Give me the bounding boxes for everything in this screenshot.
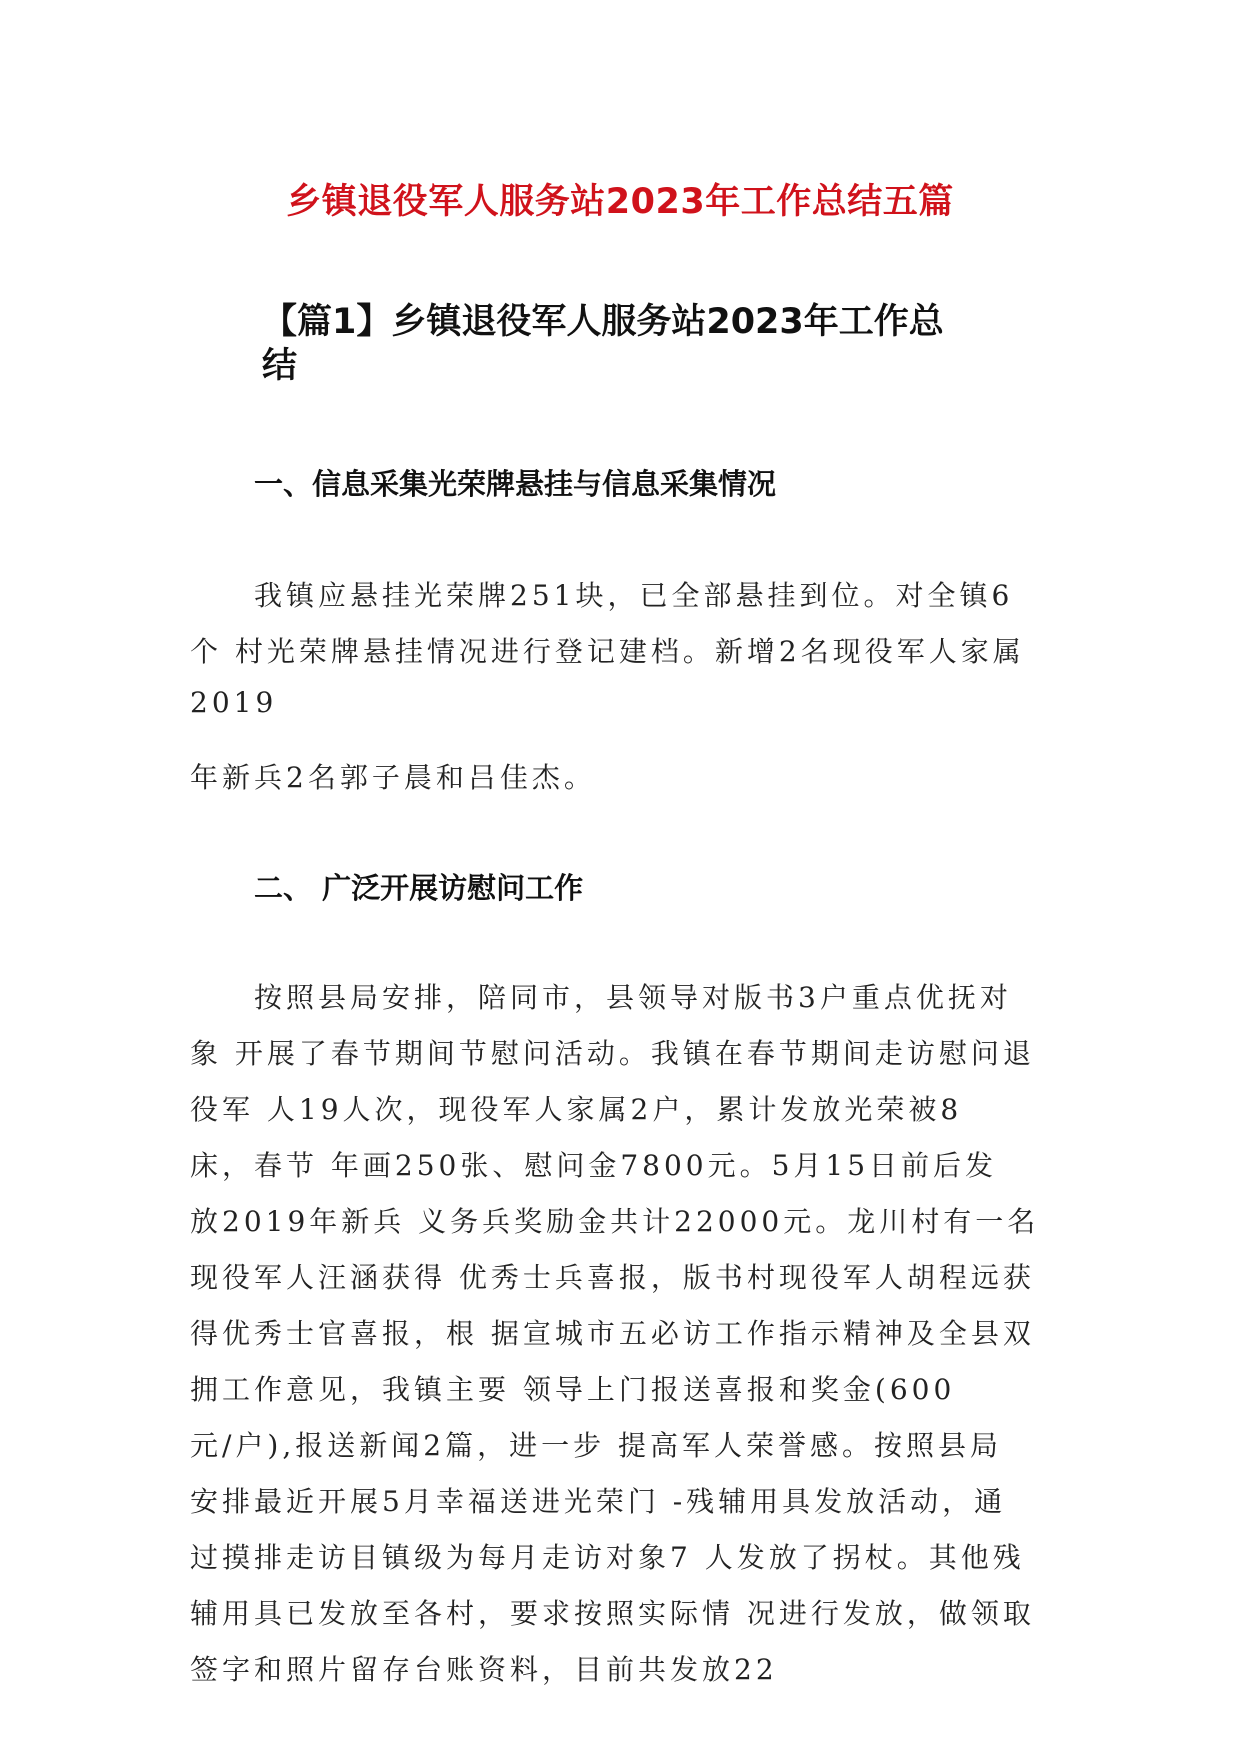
paragraph-line: 象 开展了春节期间节慰问活动。我镇在春节期间走访慰问退: [190, 1037, 1035, 1070]
paragraph-line: 个 村光荣牌悬挂情况进行登记建档。新增2名现役军人家属: [190, 635, 1025, 668]
paragraph-line: 安排最近开展5月幸福送进光荣门 -残辅用具发放活动，通: [190, 1485, 1007, 1518]
section-title-line-2: 结: [262, 346, 298, 386]
paragraph-line: 役军 人19人次，现役军人家属2户，累计发放光荣被8: [190, 1093, 963, 1126]
paragraph-line: 元/户),报送新闻2篇，进一步 提高军人荣誉感。按照县局: [190, 1429, 1002, 1462]
paragraph-line: 放2019年新兵 义务兵奖励金共计22000元。龙川村有一名: [190, 1205, 1040, 1238]
document-title: 乡镇退役军人服务站2023年工作总结五篇: [286, 182, 954, 222]
paragraph-line: 过摸排走访目镇级为每月走访对象7 人发放了拐杖。其他残: [190, 1541, 1025, 1574]
paragraph-line: 床，春节 年画250张、慰问金7800元。5月15日前后发: [190, 1149, 998, 1182]
paragraph-line: 年新兵2名郭子晨和吕佳杰。: [190, 761, 596, 794]
section-title-line-1: 【篇1】乡镇退役军人服务站2023年工作总: [262, 302, 944, 342]
section-title: [262, 300, 1042, 388]
paragraph-line: 现役军人汪涵获得 优秀士兵喜报，版书村现役军人胡程远获: [190, 1261, 1035, 1294]
heading-visit-work: 二、 广泛开展访慰问工作: [254, 871, 584, 905]
paragraph-line: 我镇应悬挂光荣牌251块，已全部悬挂到位。对全镇6: [254, 579, 1014, 612]
paragraph-line: 签字和照片留存台账资料，目前共发放22: [190, 1653, 778, 1686]
paragraph-line: 2019: [190, 686, 278, 719]
paragraph-line: 拥工作意见，我镇主要 领导上门报送喜报和奖金(600: [190, 1373, 956, 1406]
heading-info-collection: 一、信息采集光荣牌悬挂与信息采集情况: [254, 467, 777, 501]
paragraph-line: 按照县局安排，陪同市，县领导对版书3户重点优抚对: [254, 981, 1012, 1014]
paragraph-line: 辅用具已发放至各村，要求按照实际情 况进行发放，做领取: [190, 1597, 1035, 1630]
paragraph-line: 得优秀士官喜报，根 据宣城市五必访工作指示精神及全县双: [190, 1317, 1035, 1350]
